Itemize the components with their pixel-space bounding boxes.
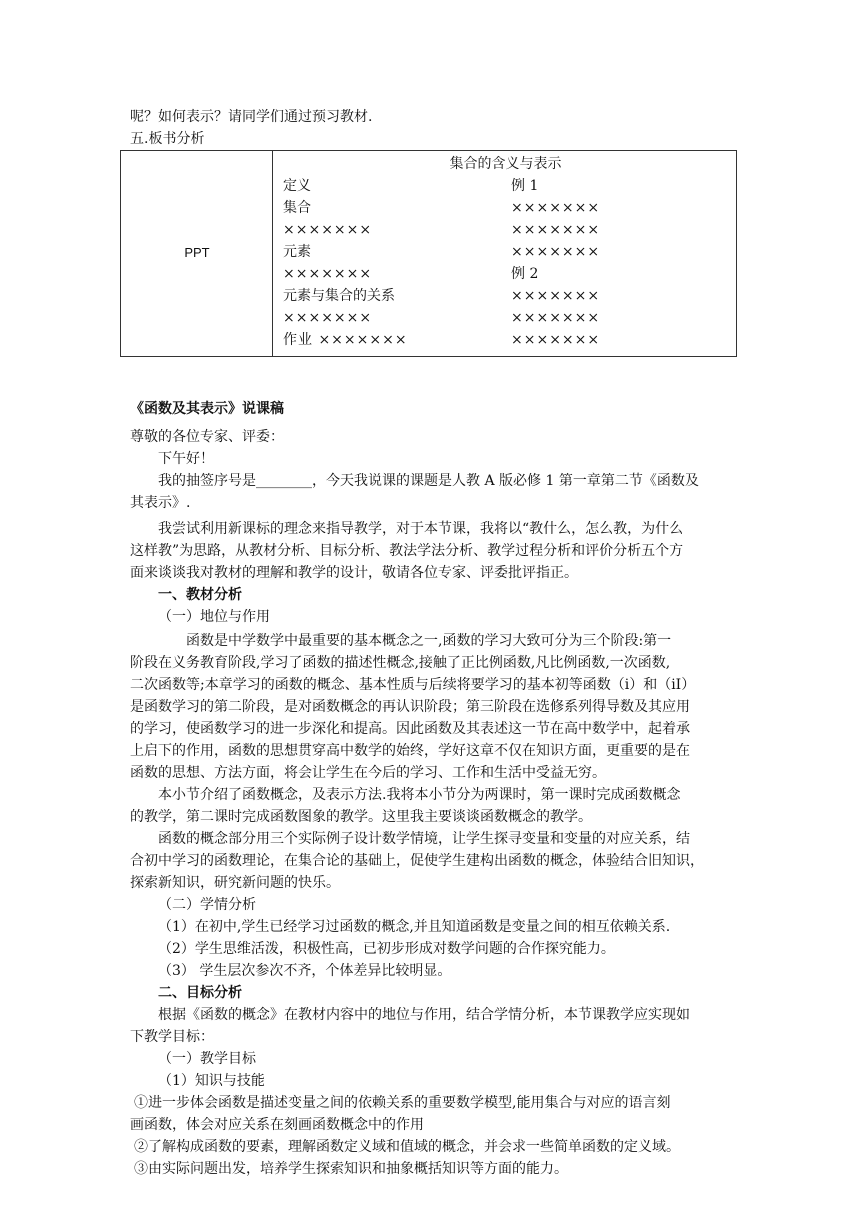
- para-line: 是函数学习的第二阶段，是对函数概念的再认识阶段；第三阶段在选修系列得导数及其应用: [130, 699, 690, 715]
- hello: 下午好！: [158, 451, 214, 467]
- list-item: （2）学生思维活泼，积极性高，已初步形成对数学问题的合作探究能力。: [158, 941, 615, 957]
- heading-2: 二、目标分析: [158, 985, 242, 1001]
- para-line: 函数是中学数学中最重要的基本概念之一,函数的学习大致可分为三个阶段:第一: [186, 633, 672, 649]
- article-title: 《函数及其表示》说课稿: [130, 401, 284, 417]
- greeting: 尊敬的各位专家、评委：: [130, 429, 284, 445]
- para-line: 合初中学习的函数理论，在集合论的基础上，促使学生建构出函数的概念，体验结合旧知识，: [130, 853, 704, 869]
- list-item: （3） 学生层次参次不齐，个体差异比较明显。: [158, 963, 452, 979]
- board-col-b-item: ×××××××: [511, 200, 601, 216]
- subheading: （1）知识与技能: [158, 1073, 265, 1089]
- board-col-b-item: ×××××××: [511, 222, 601, 238]
- board-title: 集合的含义与表示: [449, 156, 562, 172]
- para-line: 的教学，第二课时完成函数图象的教学。这里我主要谈谈函数概念的教学。: [130, 809, 592, 825]
- para-line: 下教学目标：: [130, 1029, 214, 1045]
- list-item: （1）在初中,学生已经学习过函数的概念,并且知道函数是变量之间的相互依赖关系.: [158, 919, 671, 935]
- board-col-b-item: ×××××××: [511, 310, 601, 326]
- board-col-a-item: ×××××××: [283, 310, 373, 326]
- para-line: 的学习，使函数学习的进一步深化和提高。因此函数及其表述这一节在高中数学中，起着承: [130, 721, 690, 737]
- para-line: 函数的思想、方法方面，将会让学生在今后的学习、工作和生活中受益无穷。: [130, 765, 606, 781]
- para-line: 其表示》.: [130, 495, 191, 511]
- para-line: 探索新知识，研究新问题的快乐。: [130, 875, 340, 891]
- para-line: 函数的概念部分用三个实际例子设计数学情境，让学生探寻变量和变量的对应关系，结: [158, 831, 690, 847]
- subheading: （一）地位与作用: [158, 609, 270, 625]
- board-left-cell: [121, 151, 273, 356]
- para-line: 上启下的作用，函数的思想贯穿高中数学的始终，学好这章不仅在知识方面，更重要的是在: [130, 743, 690, 759]
- goal-line: 画函数，体会对应关系在刻画函数概念中的作用: [130, 1117, 424, 1133]
- board-table: [120, 150, 737, 357]
- para-line: 我的抽签序号是________，今天我说课的课题是人教 A 版必修 1 第一章第二节《函数及: [158, 473, 699, 489]
- section-five-heading: 五.板书分析: [130, 131, 205, 147]
- board-col-a-item: 定义: [283, 178, 311, 194]
- para-line: 本小节介绍了函数概念，及表示方法.我将本小节分为两课时，第一课时完成函数概念: [158, 787, 681, 803]
- continuation-line: 呢？如何表示？请同学们通过预习教材.: [130, 109, 373, 125]
- goal-line: ②了解构成函数的要素，理解函数定义域和值域的概念，并会求一些简单函数的定义域。: [134, 1139, 680, 1155]
- board-ppt-label: PPT: [184, 245, 210, 260]
- heading-1: 一、教材分析: [158, 587, 242, 603]
- subheading: （一）教学目标: [158, 1051, 256, 1067]
- para-line: 阶段在义务教育阶段,学习了函数的描述性概念,接触了正比例函数,凡比例函数,一次函数,: [130, 655, 671, 671]
- para-line: 根据《函数的概念》在教材内容中的地位与作用，结合学情分析，本节课教学应实现如: [158, 1007, 690, 1023]
- board-col-b-item: ×××××××: [511, 332, 601, 348]
- para-line: 二次函数等;本章学习的函数的概念、基本性质与后续将要学习的基本初等函数（i）和（iI）: [130, 677, 696, 693]
- board-col-a-item: ×××××××: [283, 266, 373, 282]
- board-col-a-item: ×××××××: [283, 222, 373, 238]
- board-col-a-item: 元素与集合的关系: [283, 288, 395, 304]
- subheading: （二）学情分析: [158, 897, 256, 913]
- board-col-b-item: 例 1: [511, 178, 539, 194]
- board-col-a-item: 作业 ×××××××: [283, 332, 408, 348]
- board-col-b-item: ×××××××: [511, 244, 601, 260]
- board-col-a-item: 元素: [283, 244, 311, 260]
- board-col-b-item: 例 2: [511, 266, 539, 282]
- goal-line: ③由实际问题出发，培养学生探索知识和抽象概括知识等方面的能力。: [134, 1161, 568, 1177]
- para-line: 面来谈谈我对教材的理解和教学的设计，敬请各位专家、评委批评指正。: [130, 565, 578, 581]
- goal-line: ①进一步体会函数是描述变量之间的依赖关系的重要数学模型,能用集合与对应的语言刻: [134, 1095, 671, 1111]
- board-col-b-item: ×××××××: [511, 288, 601, 304]
- para-line: 这样教”为思路，从教材分析、目标分析、教法学法分析、教学过程分析和评价分析五个方: [130, 543, 684, 559]
- board-col-a-item: 集合: [283, 200, 311, 216]
- para-line: 我尝试利用新课标的理念来指导教学，对于本节课，我将以“教什么，怎么教，为什么: [158, 521, 684, 537]
